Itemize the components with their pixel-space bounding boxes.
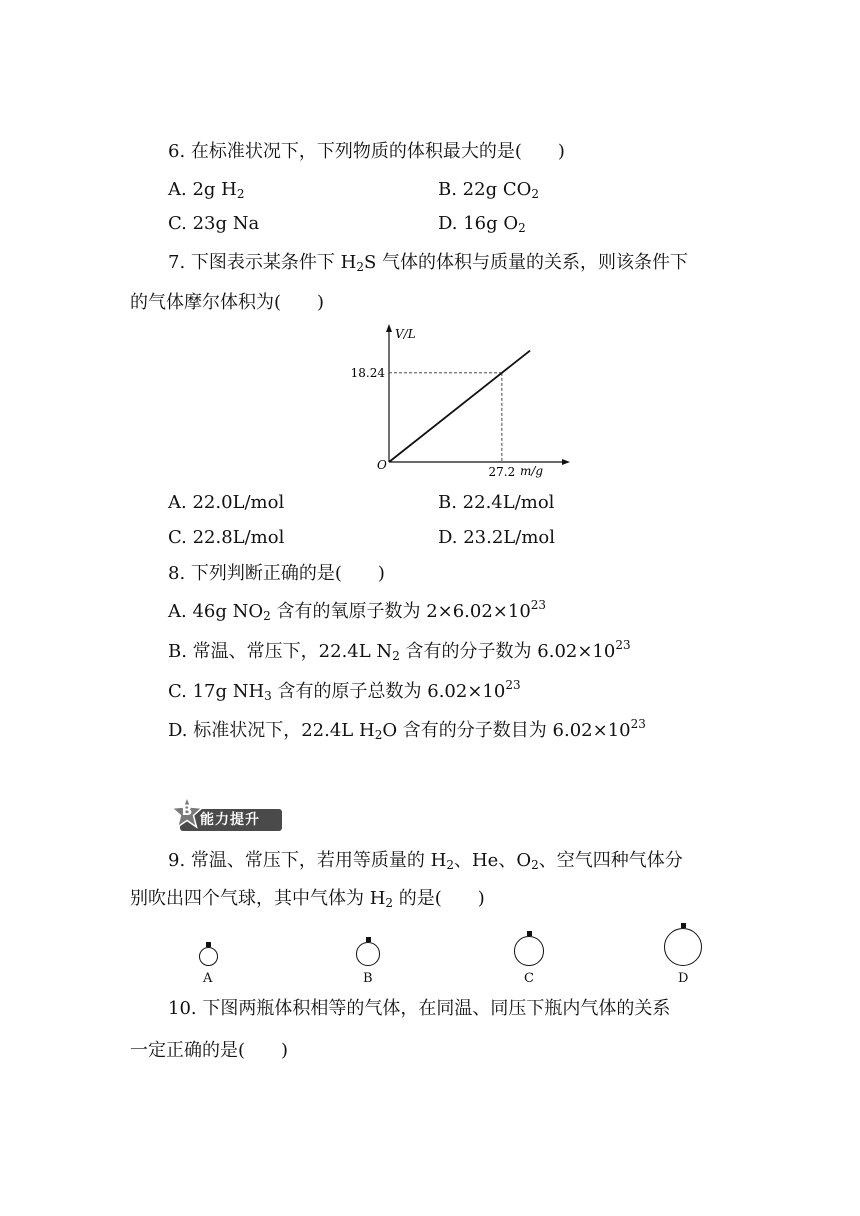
section-badge — [170, 796, 284, 834]
origin-label: O — [377, 458, 387, 472]
q9-stem-line2: 别吹出四个气球，其中气体为 $H_2$ 的是( ) — [130, 888, 485, 910]
q7-option-b[interactable]: B. 22.4L/mol — [438, 492, 555, 513]
q6-option-c[interactable]: C. 23g Na — [168, 213, 260, 234]
q6-option-a[interactable]: A. 2g $H_2$ — [168, 179, 245, 201]
y-axis-label: V/L — [395, 327, 416, 341]
x-axis-label: m/g — [520, 464, 544, 478]
q7-stem-line2: 的气体摩尔体积为( ) — [130, 292, 325, 313]
q6-stem: 6. 在标准状况下，下列物质的体积最大的是( ) — [168, 141, 565, 162]
balloon-icon — [199, 947, 218, 966]
q8-option-b[interactable]: B. 常温、常压下，22.4L $N_2$ 含有的分子数为 $6.02\times 10^{23}$ — [168, 638, 631, 663]
data-line — [389, 351, 530, 462]
y-axis-arrow — [386, 324, 392, 332]
balloon-label: A — [203, 971, 213, 986]
q9-stem-line1: 9. 常温、常压下，若用等质量的 $H_2$、He、$O_2$、空气四种气体分 — [168, 850, 683, 872]
balloon-label: D — [678, 971, 689, 986]
q6-option-b[interactable]: B. 22g $CO_2$ — [438, 179, 539, 201]
q7-stem-line1: 7. 下图表示某条件下 $H_2S$ 气体的体积与质量的关系，则该条件下 — [168, 252, 689, 274]
balloon-icon — [664, 928, 702, 966]
q10-stem-line1: 10. 下图两瓶体积相等的气体，在同温、同压下瓶内气体的关系 — [168, 998, 671, 1019]
balloon-knot-icon — [681, 923, 686, 928]
section-badge-title: 能力提升 — [200, 812, 260, 828]
q8-option-c[interactable]: C. 17g $NH_3$ 含有的原子总数为 $6.02\times 10^{23}$ — [168, 678, 521, 703]
balloon-icon — [514, 936, 544, 966]
balloon-label: C — [524, 971, 534, 986]
balloon-knot-icon — [527, 931, 532, 936]
x-axis-arrow — [562, 459, 570, 465]
volume-mass-chart — [340, 320, 580, 480]
q6-option-d[interactable]: D. 16g $O_2$ — [438, 213, 526, 235]
q7-option-a[interactable]: A. 22.0L/mol — [168, 492, 285, 513]
q10-stem-line2: 一定正确的是( ) — [130, 1040, 289, 1061]
q7-option-d[interactable]: D. 23.2L/mol — [438, 527, 555, 548]
balloon-icon — [356, 942, 380, 966]
balloon-knot-icon — [206, 942, 211, 947]
q7-option-c[interactable]: C. 22.8L/mol — [168, 527, 285, 548]
q8-stem: 8. 下列判断正确的是( ) — [168, 563, 385, 584]
balloon-label: B — [363, 971, 373, 986]
section-badge-letter: B — [181, 803, 193, 819]
x-tick-label: 27.2 — [488, 465, 516, 479]
q8-option-a[interactable]: A. 46g $NO_2$ 含有的氧原子数为 $2\times 6.02\times 10^{23}$ — [168, 598, 547, 623]
y-tick-label: 18.24 — [350, 365, 385, 380]
q8-option-d[interactable]: D. 标准状况下，22.4L $H_2O$ 含有的分子数目为 $6.02\times 10^{23}$ — [168, 717, 646, 742]
balloon-knot-icon — [366, 937, 371, 942]
